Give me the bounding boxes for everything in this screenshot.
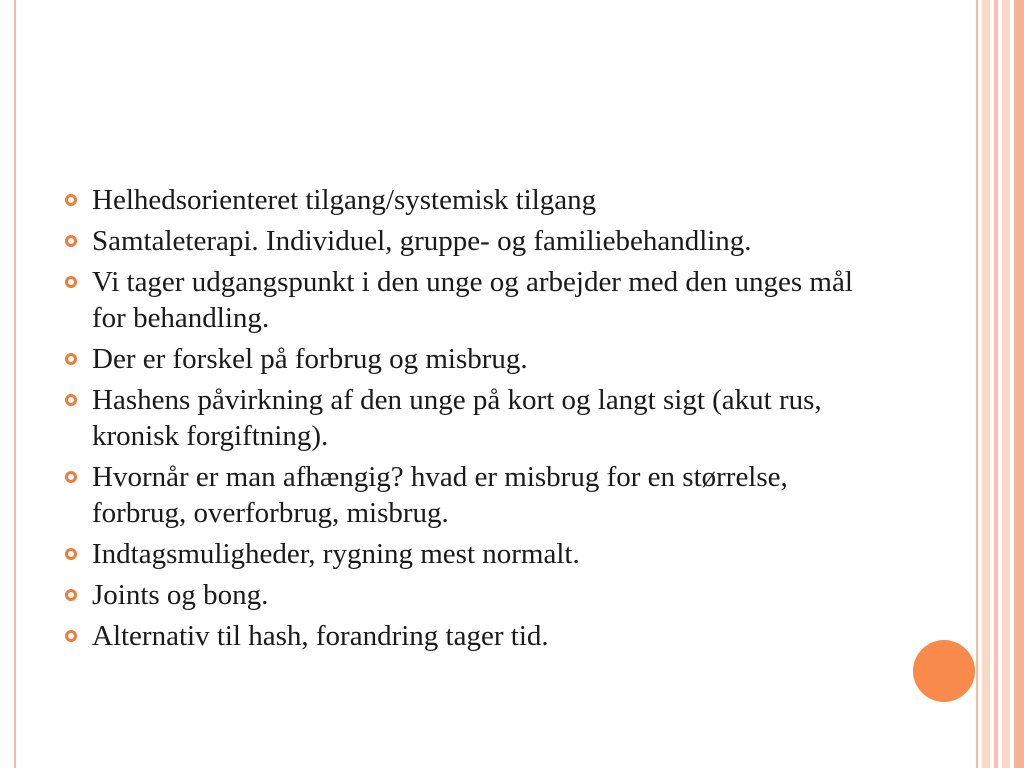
bullet-item: [60, 341, 880, 377]
right-decorative-stripes: [976, 0, 1024, 768]
stripe: [1002, 0, 1010, 768]
bullet-ring-icon: [64, 275, 78, 289]
bullet-item: [60, 459, 880, 531]
bullet-ring-icon: [64, 393, 78, 407]
bullet-item: [60, 264, 880, 336]
stripe: [976, 0, 978, 768]
bullet-text: Indtagsmuligheder, rygning mest normalt.: [92, 538, 580, 570]
bullet-ring-icon: [64, 193, 78, 207]
bullet-item: [60, 577, 880, 613]
bullet-item: [60, 536, 880, 572]
bullet-text: Vi tager udgangspunkt i den unge og arbejder med den unges mål for behandling.: [92, 266, 853, 334]
bullet-text: Der er forskel på forbrug og misbrug.: [92, 343, 528, 375]
stripe: [1014, 0, 1024, 768]
bullet-item: [60, 618, 880, 654]
bullet-text: Hashens påvirkning af den unge på kort og langt sigt (akut rus, kronisk forgiftning).: [92, 384, 822, 452]
stripe: [982, 0, 990, 768]
bullet-ring-icon: [64, 470, 78, 484]
bullet-list: [60, 182, 880, 654]
bullet-text: Hvornår er man afhængig? hvad er misbrug for en størrelse, forbrug, overforbrug, misbrug.: [92, 461, 788, 529]
bullet-text: Samtaleterapi. Individuel, gruppe- og familiebehandling.: [92, 225, 752, 257]
stripe: [994, 0, 998, 768]
bullet-text: Helhedsorienteret tilgang/systemisk tilgang: [92, 184, 597, 216]
bullet-item: [60, 182, 880, 218]
bullet-ring-icon: [64, 234, 78, 248]
left-border-line: [14, 0, 16, 768]
bullet-item: [60, 223, 880, 259]
bullet-ring-icon: [64, 629, 78, 643]
bullet-ring-icon: [64, 352, 78, 366]
decorative-circle: [913, 640, 975, 702]
bullet-ring-icon: [64, 588, 78, 602]
bullet-item: [60, 382, 880, 454]
bullet-text: Alternativ til hash, forandring tager tid.: [92, 620, 549, 652]
bullet-ring-icon: [64, 547, 78, 561]
slide-body: [60, 182, 880, 659]
bullet-text: Joints og bong.: [92, 579, 269, 611]
